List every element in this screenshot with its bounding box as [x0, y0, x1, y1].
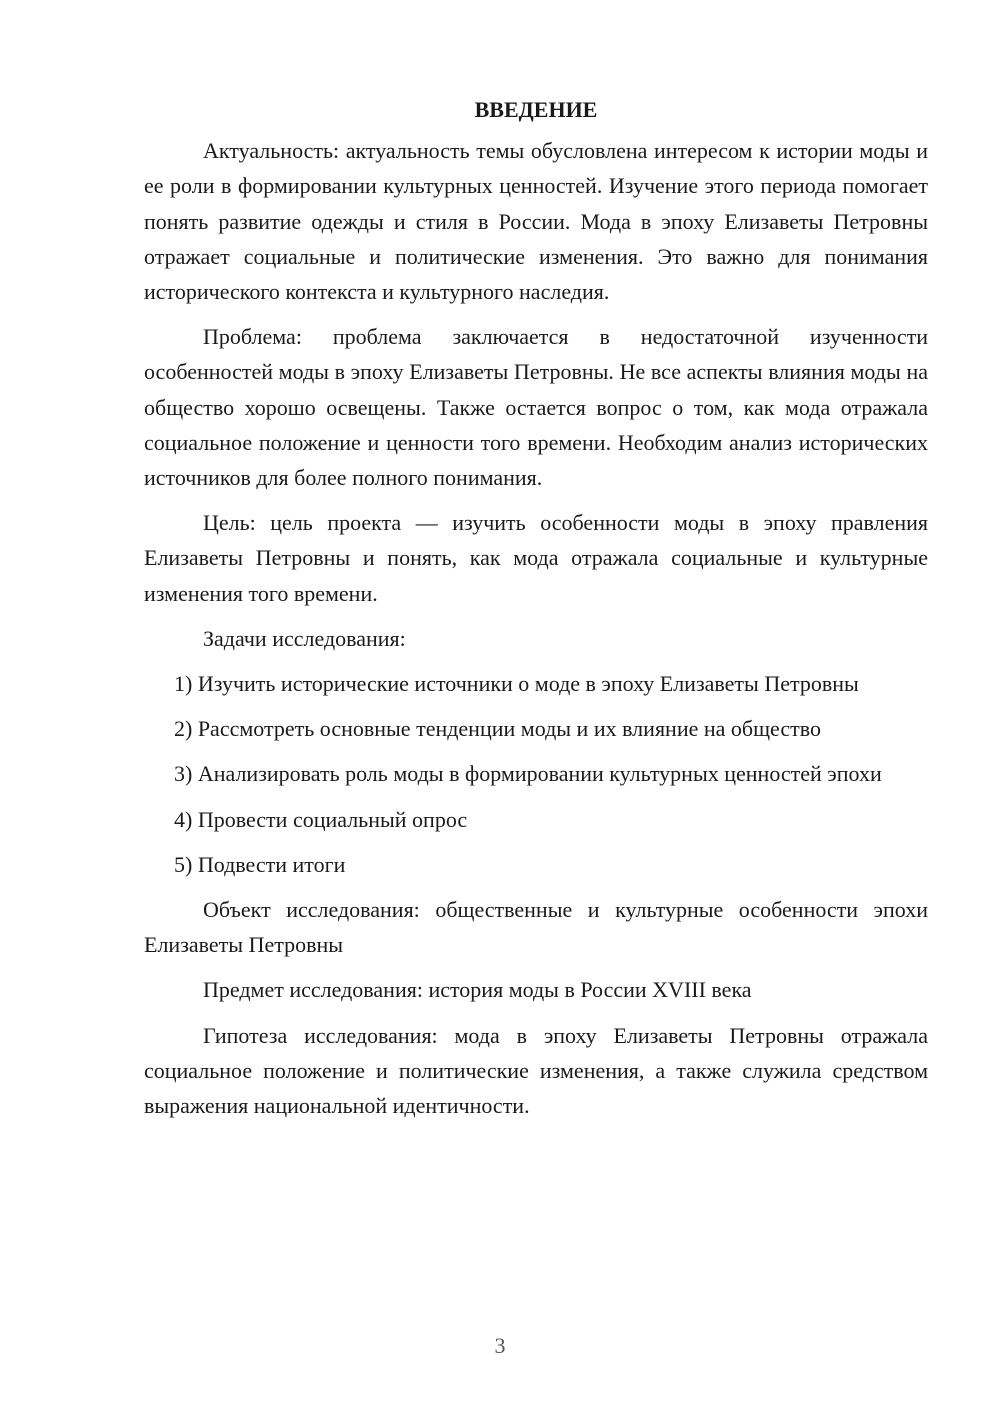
relevance-paragraph: Актуальность: актуальность темы обусловлена интересом к истории моды и ее роли в формировании культурных ценностей. Изучение этого периода помогает понять развитие одежды и стиля в России. Мода в эпоху Елизаветы Петровны отражает социальные и политические изменения. Это важно для понимания исторического контекста и культурного наследия.: [144, 138, 928, 305]
subject-paragraph: Предмет исследования: история моды в России XVIII века: [203, 977, 752, 1003]
task-item-4: 4) Провести социальный опрос: [174, 806, 468, 832]
goal-paragraph: Цель: цель проекта — изучить особенности моды в эпоху правления Елизаветы Петровны и понять, как мода отражала социальные и культурные изменения того времени.: [144, 510, 928, 606]
section-title: ВВЕДЕНИЕ: [474, 97, 598, 122]
hypothesis-paragraph: Гипотеза исследования: мода в эпоху Елизаветы Петровны отражала социальное положение и политические изменения, а также служила средством выражения национальной идентичности.: [144, 1022, 928, 1119]
page-number: 3: [494, 1333, 506, 1358]
task-item-2: 2) Рассмотреть основные тенденции моды и их влияние на общество: [174, 716, 821, 742]
object-paragraph: Объект исследования: общественные и культурные особенности эпохи Елизаветы Петровны: [144, 897, 928, 958]
task-item-5: 5) Подвести итоги: [174, 851, 346, 877]
task-item-3: 3) Анализировать роль моды в формировании культурных ценностей эпохи: [174, 761, 882, 787]
tasks-heading: Задачи исследования:: [203, 625, 406, 651]
task-item-1: 1) Изучить исторические источники о моде в эпоху Елизаветы Петровны: [174, 671, 859, 697]
problem-paragraph: Проблема: проблема заключается в недостаточной изученности особенностей моды в эпоху Елизаветы Петровны. Не все аспекты влияния моды на общество хорошо освещены. Также остается вопрос о том, как мода отражала социальное положение и ценности того времени. Необходим анализ исторических источников для более полного понимания.: [144, 324, 928, 491]
document-page: [144, 92, 928, 1133]
